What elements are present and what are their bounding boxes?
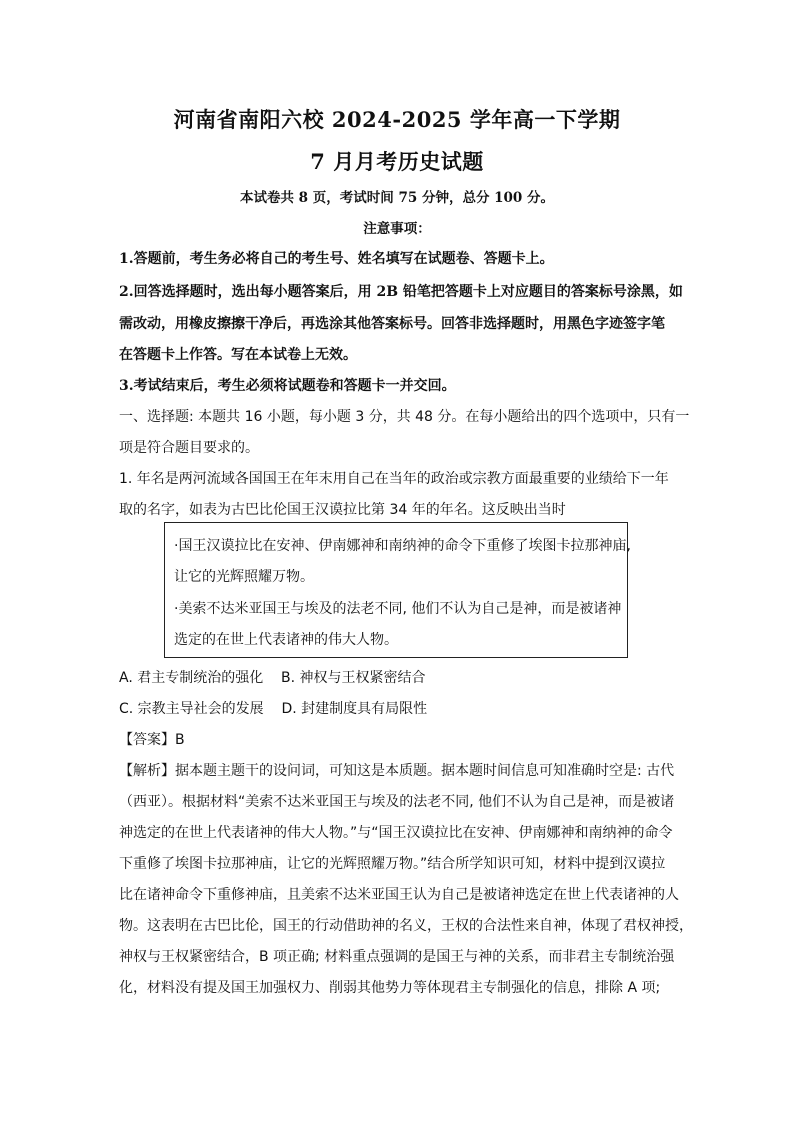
notice-item: 需改动，用橡皮擦擦干净后，再选涂其他答案标号。回答非选择题时，用黑色字迹签字笔 [119, 316, 665, 332]
question-stem-cont: 取的名字，如表为古巴比伦国王汉谟拉比第 34 年的年名。这反映出当时 [119, 502, 566, 518]
exam-title-line1: 河南省南阳六校 2024-2025 学年高一下学期 [173, 107, 621, 132]
source-material-line: ·国王汉谟拉比在安神、伊南娜神和南纳神的命令下重修了埃图卡拉那神庙, [174, 538, 631, 554]
analysis-line: 化，材料没有提及国王加强权力、削弱其他势力等体现君主专制强化的信息，排除 A 项; [119, 980, 661, 996]
answer-key: 【答案】B [119, 732, 185, 748]
analysis-line: 比在诸神命令下重修神庙，且美索不达米亚国王认为自己是被诸神选定在世上代表诸神的人 [119, 887, 679, 903]
analysis-line: 物。这表明在古巴比伦，国王的行动借助神的名义，王权的合法性来自神，体现了君权神授， [119, 918, 693, 934]
notice-item: 2.回答选择题时，选出每小题答案后，用 2B 铅笔把答题卡上对应题目的答案标号涂黑，如 [119, 284, 683, 300]
section-instructions-cont: 项是符合题目要求的。 [119, 440, 259, 456]
source-material-line: 选定的在世上代表诸神的伟大人物。 [174, 632, 398, 648]
source-material-line: ·美索不达米亚国王与埃及的法老不同, 他们不认为自己是神，而是被诸神 [174, 601, 622, 617]
section-instructions: 一、选择题: 本题共 16 小题，每小题 3 分，共 48 分。在每小题给出的四个选项中，只有一 [119, 409, 690, 425]
question-stem: 1. 年名是两河流域各国国王在年末用自己在当年的政治或宗教方面最重要的业绩给下一年 [119, 471, 669, 487]
source-material-line: 让它的光辉照耀万物。 [174, 569, 314, 585]
notice-item: 1.答题前，考生务必将自己的考生号、姓名填写在试题卷、答题卡上。 [119, 251, 554, 267]
analysis-line: 下重修了埃图卡拉那神庙，让它的光辉照耀万物。”结合所学知识可知，材料中提到汉谟拉 [119, 856, 666, 872]
analysis-line: 【解析】据本题主题干的设问词，可知这是本质题。据本题时间信息可知准确时空是: 古代 [119, 763, 675, 779]
exam-title-line2: 7 月月考历史试题 [310, 149, 484, 174]
answer-options: A. 君主专制统治的强化 B. 神权与王权紧密结合 [119, 670, 426, 686]
answer-options: C. 宗教主导社会的发展 D. 封建制度具有局限性 [119, 701, 428, 717]
notice-heading: 注意事项： [363, 221, 431, 237]
analysis-line: （西亚）。根据材料“美索不达米亚国王与埃及的法老不同, 他们不认为自己是神，而是被诸 [119, 794, 675, 810]
source-material-box [164, 522, 631, 658]
notice-item: 3.考试结束后，考生必须将试题卷和答题卡一并交回。 [119, 378, 456, 394]
analysis-line: 神选定的在世上代表诸神的伟大人物。”与“国王汉谟拉比在安神、伊南娜神和南纳神的命令 [119, 825, 673, 841]
notice-item: 在答题卡上作答。写在本试卷上无效。 [119, 347, 357, 363]
exam-info: 本试卷共 8 页，考试时间 75 分钟，总分 100 分。 [239, 190, 555, 206]
analysis-line: 神权与王权紧密结合，B 项正确; 材料重点强调的是国王与神的关系，而非君主专制统治强 [119, 949, 675, 965]
